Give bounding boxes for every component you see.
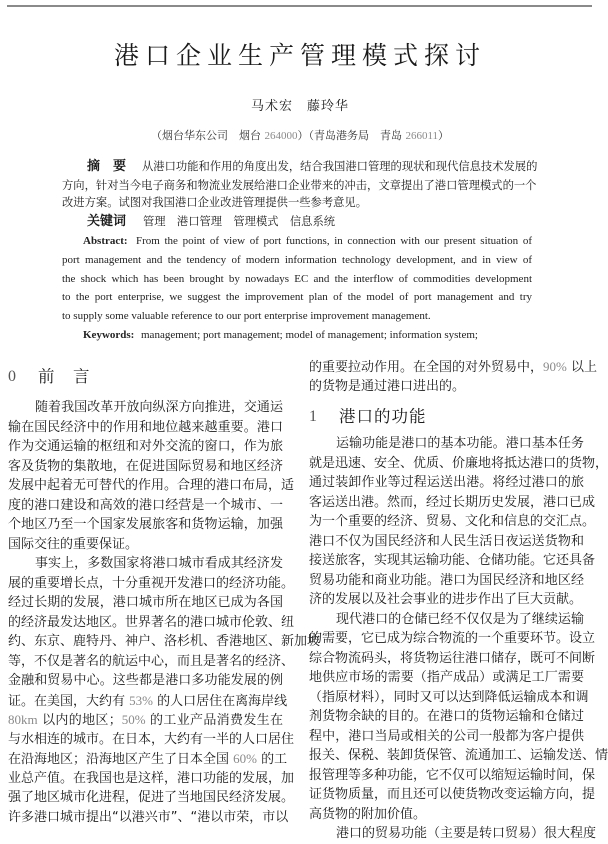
abstract-en-label: Abstract:	[83, 235, 128, 247]
paragraph-line: 报关、保税、装卸货保管、流通加工、运输发送、情	[309, 748, 608, 764]
keywords-en-label: Keywords:	[83, 329, 135, 341]
paragraph-line: 现代港口的仓储已经不仅仅是为了继续运输	[336, 611, 584, 627]
paragraph-line: 展的重要增长点，十分重视开发港口的经济功能。	[8, 575, 295, 591]
paragraph-line: 济的发展以及社会事业的进步作出了巨大贡献。	[309, 592, 583, 608]
paragraph-line: 通过装卸作业等过程运送出港。将经过港口的旅	[309, 475, 584, 491]
abstract-cn-line: 从港口功能和作用的角度出发，结合我国港口管理的现状和现代信息技术发展的	[142, 160, 538, 173]
abstract-en-line: port management and the tendency of modern information technology development, and in view of	[62, 253, 532, 266]
section-heading-title: 港口的功能	[339, 407, 427, 426]
paragraph-line: 许多港口城市提出“以港兴市”、“港以市荣，市以	[8, 809, 289, 825]
paragraph-line: 经过长期的发展，港口城市所在地区已成为各国	[8, 595, 283, 611]
paragraph-line: 的经济最发达地区。世界著名的港口城市伦敦、纽	[8, 614, 295, 630]
paragraph-line: 综合物流码头，将货物运往港口储存，既可不间断	[309, 650, 596, 666]
paragraph-line: 度的港口建设和高效的港口经营是一个城市、一	[8, 497, 283, 513]
paragraph-line: 输在国民经济中的作用和地位越来越重要。港口	[8, 419, 283, 435]
abstract-en-line: to the port enterprise, we suggest the improvement plan of the model of port management and try	[62, 291, 532, 304]
keywords-cn-label: 关键词	[87, 214, 127, 229]
paragraph-line: 个地区乃至一个国家发展旅客和货物运输，加强	[8, 517, 283, 533]
abstract-cn-line: 改进方案。试图对我国港口企业改进管理提供一些参考意见。	[62, 196, 368, 209]
abstract-en-line: From the point of view of port functions, in connection with our present situation of	[136, 235, 532, 247]
abstract-cn-label: 摘 要	[87, 159, 127, 174]
paragraph-line: 港口不仅为国民经济和人民生活日夜运送货物和	[309, 533, 584, 549]
paragraph-line: 事实上，多数国家将港口城市看成其经济发	[35, 556, 283, 572]
paragraph-line: 的重要拉动作用。在全国的对外贸易中，90% 以上	[309, 359, 597, 376]
paragraph-line: 高货物的附加价值。	[309, 806, 427, 822]
abstract-en-line: to supply some valuable reference to our port enterprise improvement management.	[62, 310, 431, 323]
paragraph-line: 接送旅客，实现其运输功能、仓储功能。它还具备	[309, 553, 596, 569]
paragraph-line: 强了地区城市化进程，促进了当地国民经济发展。	[8, 790, 295, 806]
section-heading-number: 0	[8, 368, 16, 385]
keywords-cn: 管理 港口管理 管理模式 信息系统	[143, 215, 336, 228]
paragraph-line: 业总产值。在我国也是这样，港口功能的发展，加	[8, 770, 295, 786]
paragraph-line: 等，不仅是著名的航运中心，而且是著名的经济、	[8, 653, 295, 669]
paragraph-line: 报管理等多种功能，它不仅可以缩短运输时间，保	[309, 767, 596, 783]
paragraph-line: 程中，港口当局或相关的公司一般都为客户提供	[309, 728, 584, 744]
paragraph-line: 的货物是通过港口进出的。	[309, 378, 466, 394]
affiliation: （烟台华东公司 烟台 264000）（青岛港务局 青岛 266011）	[150, 129, 450, 142]
paragraph-line: 约、东京、鹿特丹、神户、洛杉机、香港地区、新加坡	[8, 634, 321, 650]
paragraph-line: 80km 以内的地区；50% 的工业产品消费发生在	[8, 712, 283, 729]
paragraph-line: 贸易功能和商业功能。港口为国民经济和地区经	[309, 572, 584, 588]
paragraph-line: 与水相连的城市。在日本，大约有一半的人口居住	[8, 731, 295, 747]
paragraph-line: 客运送出港。然而，经过长期历史发展，港口已成	[309, 494, 596, 510]
keywords-en: management; port management; model of management; information system;	[141, 329, 478, 341]
paragraph-line: 为一个重要的经济、贸易、文化和信息的交汇点。	[309, 514, 596, 530]
abstract-en-line: the shock which has been brought by nowadays EC and the interflow of commodities development	[62, 272, 532, 285]
paragraph-line: 剂货物余缺的目的。在港口的货物运输和仓储过	[309, 709, 584, 725]
paragraph-line: （指原材料），同时又可以达到降低运输成本和调	[309, 689, 589, 705]
paragraph-line: 在沿海地区；沿海地区产生了日本全国 60% 的工	[8, 751, 288, 768]
paragraph-line: 客及货物的集散地，在促进国际贸易和地区经济	[8, 458, 283, 474]
paragraph-line: 随着我国改革开放向纵深方向推进，交通运	[35, 400, 283, 416]
header-rule	[7, 5, 592, 7]
paragraph-line: 金融和贸易中心。这些都是港口多功能发展的例	[8, 673, 283, 689]
paragraph-line: 国际交往的重要保证。	[8, 536, 139, 552]
paragraph-line: 运输功能是港口的基本功能。港口基本任务	[336, 436, 584, 452]
paragraph-line: 地供应市场的需要（指产成品）或满足工厂需要	[309, 670, 584, 686]
authors: 马术宏 藤玲华	[250, 99, 349, 114]
paragraph-line: 的需要，它已成为综合物流的一个重要环节。设立	[309, 631, 596, 647]
paragraph-line: 港口的贸易功能（主要是转口贸易）很大程度	[336, 826, 597, 842]
section-heading-title: 前 言	[38, 367, 91, 386]
paragraph-line: 发展中起着无可替代的作用。合理的港口布局，适	[8, 478, 295, 494]
paragraph-line: 作为交通运输的枢纽和对外交流的窗口，作为旅	[8, 439, 283, 455]
section-heading-number: 1	[309, 408, 317, 425]
paragraph-line: 证货物质量，而且还可以使货物改变运输方向，提	[309, 787, 596, 803]
paper-title: 港口企业生产管理模式探讨	[113, 41, 486, 70]
paragraph-line: 证。在美国，大约有 53% 的人口居住在离海岸线	[8, 692, 288, 709]
paragraph-line: 就是迅速、安全、优质、价廉地将抵达港口的货物，	[309, 455, 608, 471]
abstract-cn-line: 方向，针对当今电子商务和物流业发展给港口企业带来的冲击，文章提出了港口管理模式的一个	[62, 179, 537, 192]
